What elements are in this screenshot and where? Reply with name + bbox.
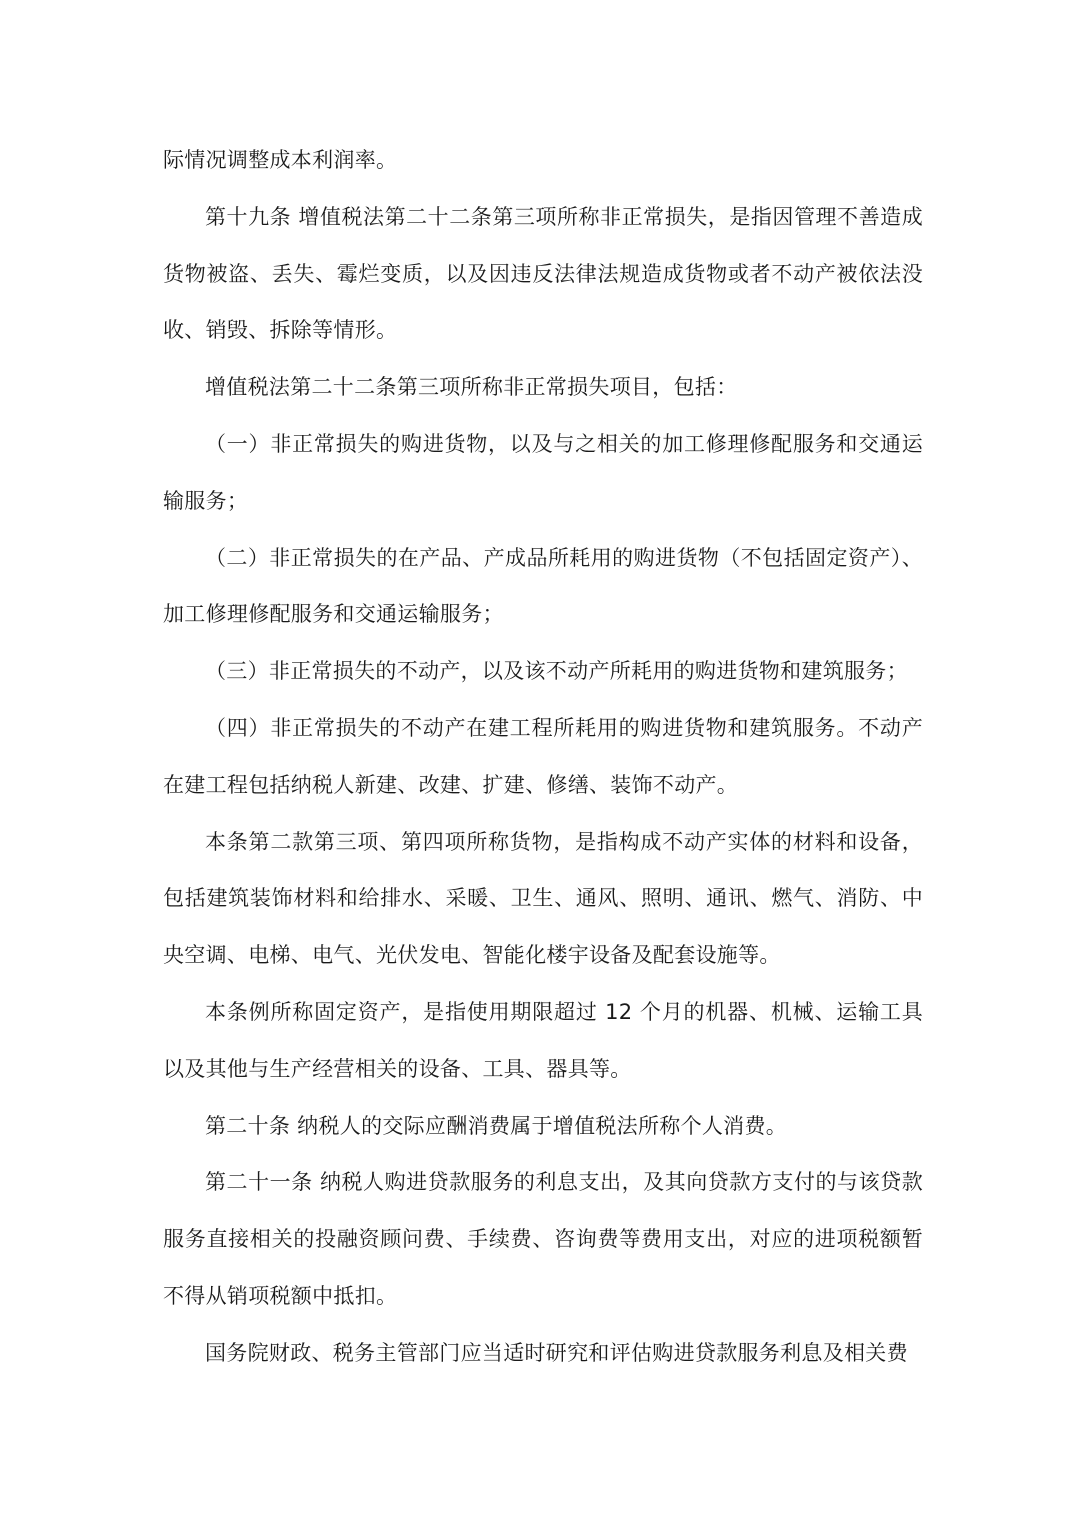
paragraph-item-1: （一）非正常损失的购进货物，以及与之相关的加工修理修配服务和交通运输服务； xyxy=(163,431,923,513)
paragraph-item-2: （二）非正常损失的在产品、产成品所耗用的购进货物（不包括固定资产）、加工修理修配服务和交通运输服务； xyxy=(163,545,923,627)
paragraph-item-3: （三）非正常损失的不动产，以及该不动产所耗用的购进货物和建筑服务； xyxy=(205,659,908,684)
paragraph-fixed-assets: 本条例所称固定资产，是指使用期限超过 12 个月的机器、机械、运输工具以及其他与生产经营相关的设备、工具、器具等。 xyxy=(163,999,923,1081)
paragraph-article-20: 第二十条 纳税人的交际应酬消费属于增值税法所称个人消费。 xyxy=(205,1113,788,1138)
paragraph-item-4: （四）非正常损失的不动产在建工程所耗用的购进货物和建筑服务。不动产在建工程包括纳税人新建、改建、扩建、修缮、装饰不动产。 xyxy=(163,715,923,797)
paragraph-continuation: 际情况调整成本利润率。 xyxy=(163,148,398,172)
paragraph-state-council: 国务院财政、税务主管部门应当适时研究和评估购进贷款服务利息及相关费 xyxy=(205,1340,908,1365)
document-body xyxy=(163,132,923,1382)
paragraph-goods-definition: 本条第二款第三项、第四项所称货物，是指构成不动产实体的材料和设备，包括建筑装饰材料和给排水、采暖、卫生、通风、照明、通讯、燃气、消防、中央空调、电梯、电气、光伏发电、智能化楼宇设备及配套设施等。 xyxy=(163,829,923,968)
paragraph-article-21: 第二十一条 纳税人购进贷款服务的利息支出，及其向贷款方支付的与该贷款服务直接相关的投融资顾问费、手续费、咨询费等费用支出，对应的进项税额暂不得从销项税额中抵扣。 xyxy=(163,1170,923,1308)
paragraph-article-19: 第十九条 增值税法第二十二条第三项所称非正常损失，是指因管理不善造成货物被盗、丢失、霉烂变质，以及因违反法律法规造成货物或者不动产被依法没收、销毁、拆除等情形。 xyxy=(163,204,923,343)
paragraph-loss-items-intro: 增值税法第二十二条第三项所称非正常损失项目，包括： xyxy=(205,375,738,400)
